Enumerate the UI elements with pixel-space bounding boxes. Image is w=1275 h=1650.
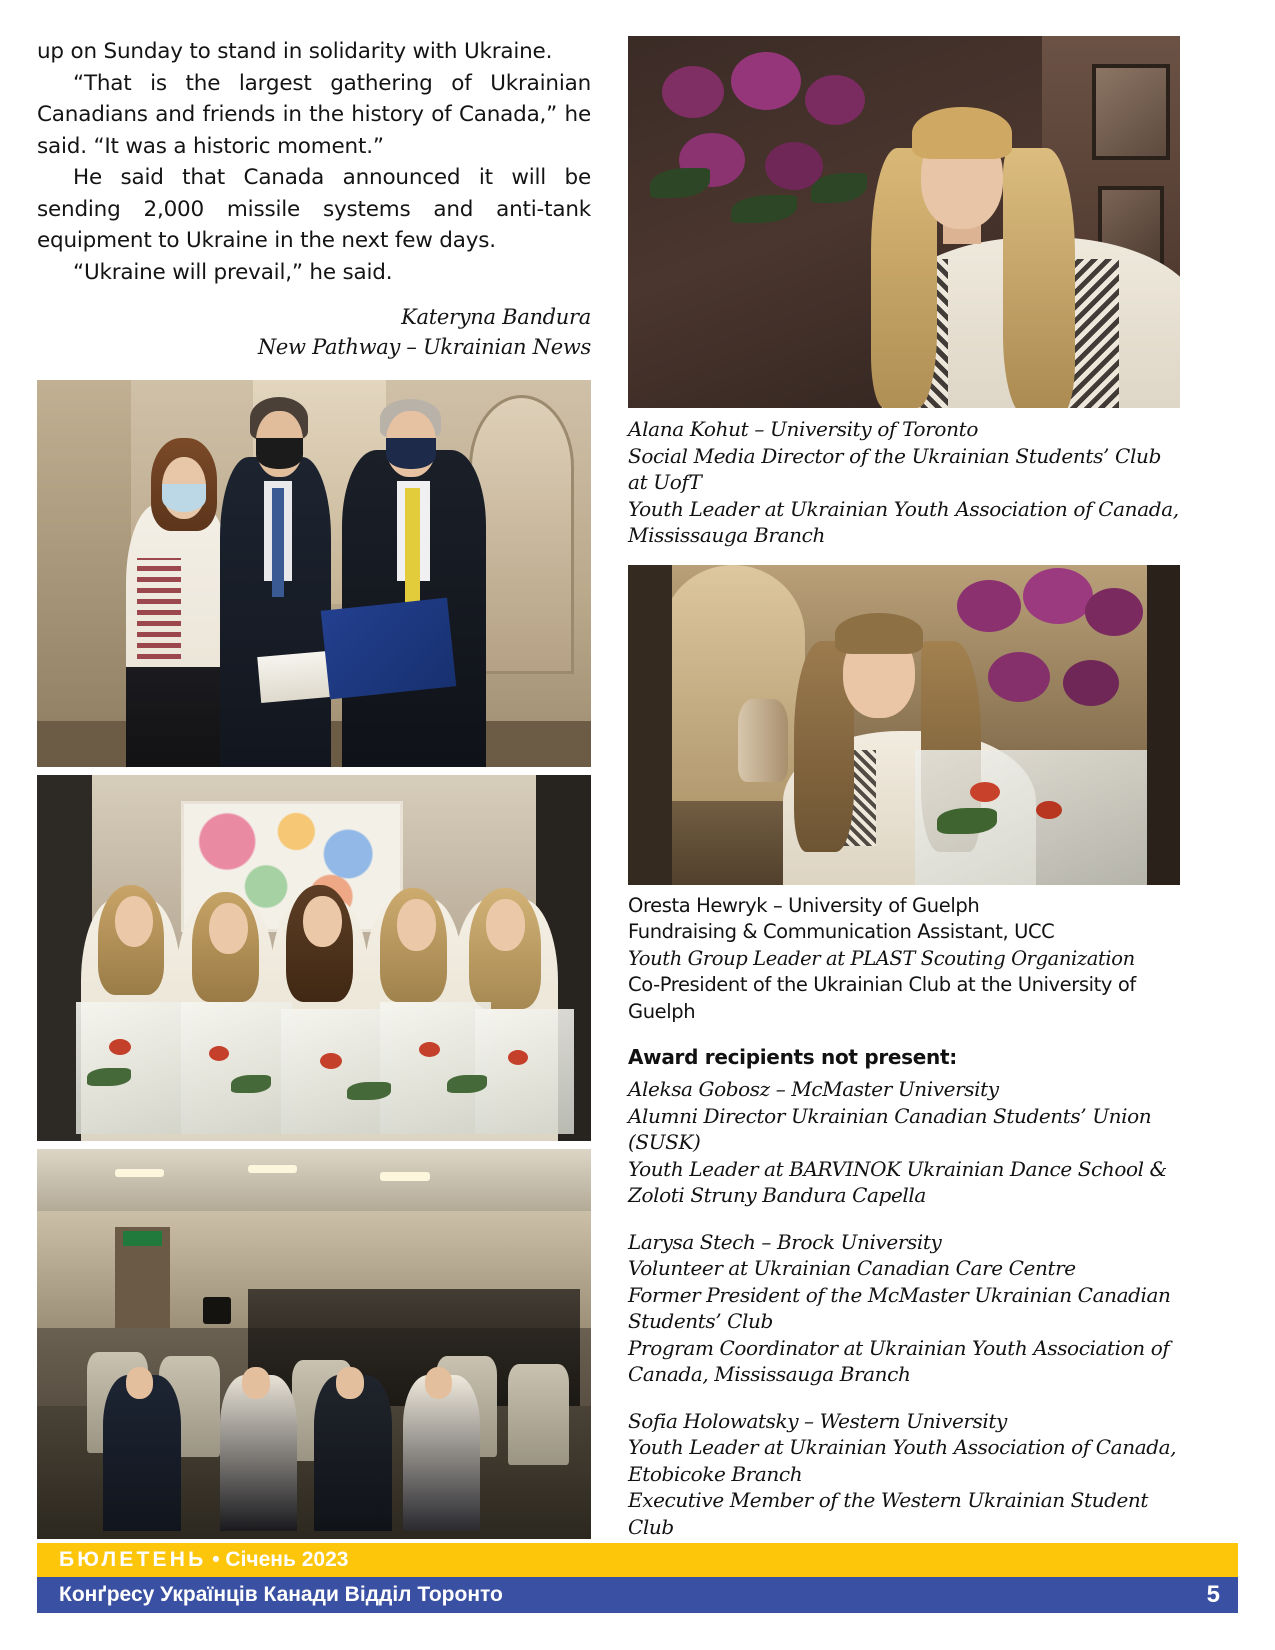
recipient-role: Etobicoke Branch <box>628 1461 803 1486</box>
recipient-role: Former President of the McMaster Ukrainian Canadian <box>628 1282 1171 1307</box>
article-paragraph-4: “Ukraine will prevail,” he said. <box>73 259 393 285</box>
caption-oresta-line1: Oresta Hewryk – University of Guelph <box>628 893 980 917</box>
footer-blue-bar <box>37 1577 1238 1613</box>
caption-oresta-line3: Youth Group Leader at PLAST Scouting Organization <box>628 946 1135 970</box>
photo-award-ceremony <box>37 380 591 767</box>
footer-yellow-bar <box>37 1543 1238 1577</box>
photo-group-recipients <box>37 775 591 1141</box>
recipient-role: Youth Leader at Ukrainian Youth Association of Canada, <box>628 1435 1177 1459</box>
byline-author: Kateryna Bandura <box>401 305 591 329</box>
recipient-name: Sofia Holowatsky – Western University <box>628 1408 1007 1433</box>
page-footer <box>37 1543 1238 1613</box>
caption-alana-line1: Alana Kohut – University of Toronto <box>628 417 979 441</box>
left-column <box>37 36 591 1539</box>
footer-title <box>59 1548 348 1572</box>
recipient-name: Larysa Stech – Brock University <box>628 1229 942 1254</box>
caption-alana-kohut <box>628 416 1180 549</box>
caption-alana-line4: Mississauga Branch <box>628 523 826 547</box>
caption-alana-line2: Social Media Director of the Ukrainian Students’ Club at UofT <box>628 443 1162 494</box>
footer-title-word: БЮЛЕТЕНЬ <box>59 1548 207 1571</box>
recipient-role: Students’ Club <box>628 1309 773 1333</box>
page-number: 5 <box>1206 1581 1220 1608</box>
recipient-role: Program Coordinator at Ukrainian Youth Association of <box>628 1335 1170 1360</box>
recipient-aleksa-gobosz <box>628 1076 1180 1209</box>
byline-publication: New Pathway – Ukrainian News <box>257 335 591 359</box>
caption-oresta-line2: Fundraising & Communication Assistant, UCC <box>628 920 1055 943</box>
article-paragraph-3: He said that Canada announced it will be sending 2,000 missile systems and anti-tank equipment to Ukraine in the next few days. <box>37 165 591 253</box>
caption-oresta-hewryk <box>628 893 1180 1026</box>
caption-oresta-line4: Co-President of the Ukrainian Club at the University of <box>628 973 1136 996</box>
recipient-role: Youth Leader at BARVINOK Ukrainian Dance School & <box>628 1156 1167 1181</box>
article-paragraph-1: up on Sunday to stand in solidarity with Ukraine. <box>37 39 553 64</box>
recipient-name: Aleksa Gobosz – McMaster University <box>628 1077 999 1101</box>
recipient-larysa-stech <box>628 1229 1180 1388</box>
photo-oresta-hewryk <box>628 565 1180 885</box>
recipient-role: Volunteer at Ukrainian Canadian Care Centre <box>628 1256 1076 1280</box>
footer-subtitle: Конґресу Українців Канади Відділ Торонто <box>59 1583 503 1606</box>
article-body <box>37 36 591 288</box>
recipient-role: Canada, Mississauga Branch <box>628 1362 911 1386</box>
recipient-role: Zoloti Struny Bandura Capella <box>628 1183 926 1207</box>
award-recipients-heading: Award recipients not present: <box>628 1045 957 1069</box>
caption-alana-line3: Youth Leader at Ukrainian Youth Association of Canada, <box>628 496 1179 521</box>
recipient-role: Executive Member of the Western Ukrainian Student Club <box>628 1488 1149 1539</box>
article-paragraph-2: “That is the largest gathering of Ukrainian Canadians and friends in the history of Canada,” he said. “It was a historic moment.” <box>37 70 591 159</box>
caption-oresta-line5: Guelph <box>628 999 696 1023</box>
recipient-role: Alumni Director Ukrainian Canadian Students’ Union (SUSK) <box>628 1103 1152 1154</box>
footer-title-rest: • Січень 2023 <box>206 1548 349 1571</box>
article-byline <box>37 302 591 362</box>
photo-alana-kohut <box>628 36 1180 408</box>
right-column <box>628 36 1180 1613</box>
photo-audience <box>37 1149 591 1539</box>
